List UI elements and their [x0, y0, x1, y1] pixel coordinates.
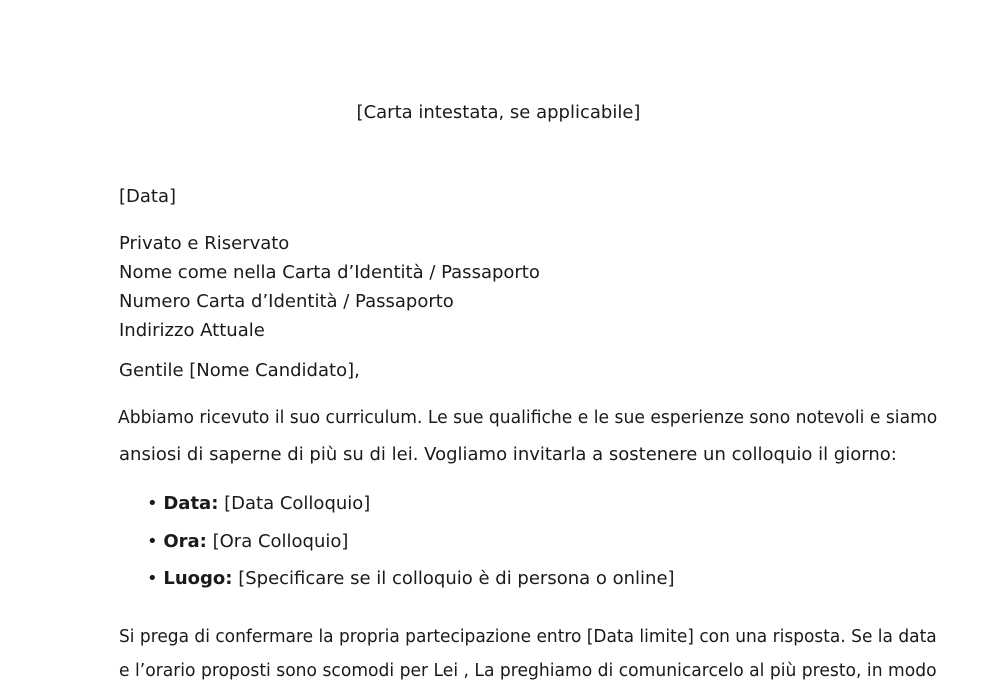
- recipient-confidential: Privato e Riservato: [119, 233, 290, 254]
- detail-value: [Ora Colloquio]: [206, 531, 349, 552]
- detail-label: Data:: [163, 493, 219, 514]
- detail-item-time: [147, 531, 348, 553]
- greeting: Gentile [Nome Candidato],: [119, 360, 360, 381]
- detail-label: Luogo:: [163, 568, 233, 589]
- bullet: •: [147, 493, 158, 514]
- detail-item-location: [147, 568, 675, 590]
- detail-item-date: [147, 493, 370, 515]
- paragraph-1-line-1: Abbiamo ricevuto il suo curriculum. Le sue qualifiche e le sue esperienze sono notevoli e siamo: [118, 407, 938, 428]
- recipient-id-number: Numero Carta d’Identità / Passaporto: [119, 291, 454, 312]
- detail-value: [Data Colloquio]: [218, 493, 371, 514]
- detail-label: Ora:: [163, 531, 207, 552]
- letterhead-placeholder: [Carta intestata, se applicabile]: [356, 102, 641, 123]
- letter-date: [Data]: [119, 186, 177, 207]
- paragraph-2-line-2: e l’orario proposti sono scomodi per Lei , La preghiamo di comunicarcelo al più presto, in modo: [119, 660, 937, 681]
- bullet: •: [147, 568, 158, 589]
- paragraph-1-line-2: ansiosi di saperne di più su di lei. Vogliamo invitarla a sostenere un colloquio il giorno:: [119, 444, 897, 465]
- paragraph-2-line-1: Si prega di confermare la propria partecipazione entro [Data limite] con una risposta. Se la data: [119, 626, 937, 647]
- recipient-name: Nome come nella Carta d’Identità / Passaporto: [119, 262, 540, 283]
- detail-value: [Specificare se il colloquio è di persona o online]: [232, 568, 675, 589]
- bullet: •: [147, 531, 158, 552]
- recipient-address: Indirizzo Attuale: [119, 320, 265, 341]
